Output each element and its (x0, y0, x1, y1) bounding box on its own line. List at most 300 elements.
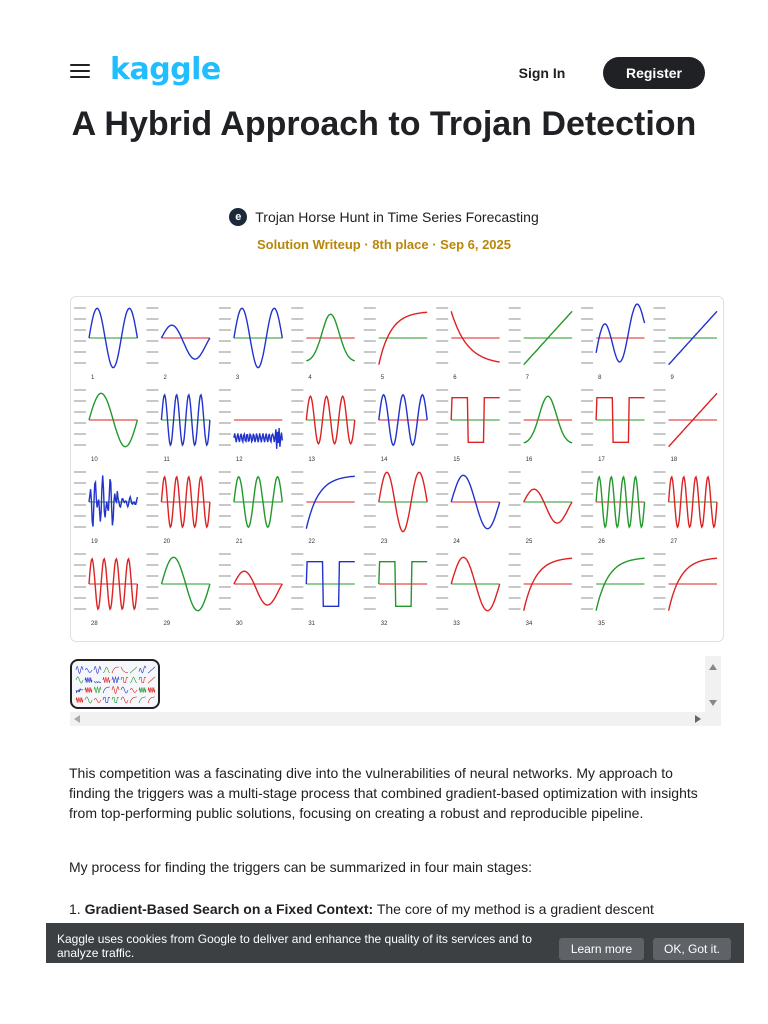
tick-label (509, 433, 521, 435)
tick-label (654, 389, 666, 391)
thumbnail-line (85, 697, 92, 703)
tick-label (654, 411, 666, 413)
tick-label (364, 400, 376, 402)
tick-label (509, 526, 521, 528)
thumbnail-line (139, 687, 146, 692)
tick-label (509, 318, 521, 320)
tick-label (74, 515, 86, 517)
tick-label (436, 553, 448, 555)
writeup-meta: Solution Writeup · 8th place · Sep 6, 2025 (256, 237, 512, 252)
tick-label (509, 307, 521, 309)
tick-label (581, 575, 593, 577)
thumbnail-line (103, 667, 110, 673)
tick-label (219, 400, 231, 402)
thumbnail-line (112, 697, 119, 702)
tick-label (219, 329, 231, 331)
tick-label (74, 553, 86, 555)
tick-label (74, 526, 86, 528)
tick-label (509, 362, 521, 364)
tick-label (364, 515, 376, 517)
tick-label (74, 504, 86, 506)
tick-label (146, 318, 158, 320)
tick-label (291, 597, 303, 599)
tick-label (146, 526, 158, 528)
tick-label (364, 340, 376, 342)
tick-label (654, 564, 666, 566)
tick-label (654, 422, 666, 424)
panel-number: 33 (453, 621, 460, 627)
tick-label (509, 504, 521, 506)
tick-label (219, 433, 231, 435)
thumbnail-line (130, 677, 137, 683)
series-line (596, 304, 645, 362)
tick-label (654, 586, 666, 588)
panel-number: 17 (598, 457, 605, 463)
tick-label (146, 471, 158, 473)
tick-label (146, 575, 158, 577)
list-item (69, 899, 709, 919)
tick-label (219, 586, 231, 588)
thumbnail-line (94, 667, 101, 674)
kaggle-logo[interactable]: kaggle (110, 52, 221, 87)
tick-label (436, 433, 448, 435)
tick-label (364, 351, 376, 353)
ok-got-it-button[interactable]: OK, Got it. (653, 938, 731, 960)
tick-label (581, 351, 593, 353)
tick-label (219, 471, 231, 473)
tick-label (291, 444, 303, 446)
list-number: 1. (69, 901, 81, 917)
tick-label (291, 318, 303, 320)
tick-label (291, 493, 303, 495)
tick-label (581, 586, 593, 588)
tick-label (509, 482, 521, 484)
tick-label (509, 351, 521, 353)
tick-label (219, 444, 231, 446)
tick-label (146, 515, 158, 517)
tick-label (291, 340, 303, 342)
tick-label (219, 389, 231, 391)
thumbnail-line (139, 697, 146, 703)
tick-label (509, 553, 521, 555)
tick-label (74, 318, 86, 320)
top-header (0, 0, 768, 110)
panel-number: 2 (163, 375, 167, 381)
tick-label (581, 307, 593, 309)
competition-link[interactable] (0, 206, 768, 228)
thumbnail-line (103, 687, 110, 693)
tick-label (654, 351, 666, 353)
tick-label (146, 504, 158, 506)
tick-label (509, 471, 521, 473)
tick-label (146, 351, 158, 353)
cookie-text: Kaggle uses cookies from Google to deliver and enhance the quality of its services and to analyze traffic. (57, 932, 532, 960)
tick-label (291, 362, 303, 364)
vertical-scrollbar[interactable] (705, 656, 721, 712)
tick-label (436, 564, 448, 566)
tick-label (219, 351, 231, 353)
thumbnail-line (130, 689, 137, 693)
tick-label (146, 329, 158, 331)
tick-label (581, 493, 593, 495)
tick-label (291, 471, 303, 473)
tick-label (436, 422, 448, 424)
tick-label (291, 526, 303, 528)
tick-label (146, 389, 158, 391)
panel-number: 9 (670, 375, 674, 381)
tick-label (146, 586, 158, 588)
tick-label (291, 553, 303, 555)
tick-label (436, 575, 448, 577)
tick-label (219, 504, 231, 506)
thumbnail-line (85, 687, 92, 692)
sign-in-button[interactable]: Sign In (518, 65, 566, 81)
tick-label (146, 564, 158, 566)
tick-label (364, 608, 376, 610)
tick-label (146, 482, 158, 484)
tick-label (219, 318, 231, 320)
series-line (451, 311, 500, 362)
tick-label (436, 482, 448, 484)
tick-label (74, 307, 86, 309)
tick-label (654, 482, 666, 484)
tick-label (364, 493, 376, 495)
thumbnail-line (103, 677, 110, 683)
tick-label (509, 608, 521, 610)
thumbnail-line (103, 697, 110, 702)
thumbnail-line (76, 677, 83, 683)
tick-label (146, 362, 158, 364)
tick-label (509, 515, 521, 517)
thumbnail-line (121, 687, 128, 693)
tick-label (364, 586, 376, 588)
competition-name[interactable]: Trojan Horse Hunt in Time Series Forecasting (255, 209, 539, 225)
tick-label (219, 411, 231, 413)
tick-label (146, 422, 158, 424)
trigger-plots-grid (71, 297, 723, 641)
tick-label (291, 351, 303, 353)
panel-number: 27 (670, 539, 678, 545)
tick-label (654, 329, 666, 331)
tick-label (509, 400, 521, 402)
tick-label (654, 575, 666, 577)
tick-label (654, 318, 666, 320)
tick-label (436, 608, 448, 610)
panel-number: 32 (380, 621, 388, 627)
tick-label (146, 340, 158, 342)
tick-label (509, 575, 521, 577)
tick-label (509, 444, 521, 446)
thumbnail-line (76, 697, 83, 702)
tick-label (509, 493, 521, 495)
tick-label (436, 411, 448, 413)
tick-label (291, 389, 303, 391)
tick-label (219, 362, 231, 364)
thumbnail-line (130, 667, 137, 673)
tick-label (654, 444, 666, 446)
thumbnail-line (148, 697, 155, 703)
panel-number: 29 (163, 621, 171, 627)
tick-label (291, 515, 303, 517)
series-line (234, 571, 282, 605)
tick-label (74, 586, 86, 588)
tick-label (291, 564, 303, 566)
list-item-heading: Gradient-Based Search on a Fixed Context: (84, 901, 374, 917)
thumbnail-line (121, 677, 128, 682)
panel-number: 10 (91, 457, 98, 463)
panel-number: 31 (308, 621, 316, 627)
tick-label (509, 586, 521, 588)
tick-label (291, 307, 303, 309)
tick-label (581, 553, 593, 555)
tick-label (74, 444, 86, 446)
tick-label (509, 389, 521, 391)
tick-label (364, 433, 376, 435)
tick-label (436, 444, 448, 446)
panel-number: 8 (598, 375, 602, 381)
tick-label (74, 411, 86, 413)
series-line (524, 489, 572, 523)
tick-label (364, 389, 376, 391)
thumbnail-line (148, 667, 155, 673)
tick-label (654, 307, 666, 309)
trigger-plots-image[interactable] (70, 296, 724, 642)
series-line (234, 428, 282, 449)
tick-label (74, 362, 86, 364)
tick-label (291, 400, 303, 402)
tick-label (146, 307, 158, 309)
thumbnail-line (76, 689, 83, 693)
tick-label (436, 526, 448, 528)
tick-label (219, 422, 231, 424)
tick-label (291, 608, 303, 610)
tick-label (436, 329, 448, 331)
tick-label (74, 433, 86, 435)
tick-label (654, 471, 666, 473)
panel-number: 6 (453, 375, 457, 381)
tick-label (436, 515, 448, 517)
tick-label (654, 608, 666, 610)
tick-label (654, 340, 666, 342)
tick-label (364, 411, 376, 413)
panel-number: 13 (308, 457, 316, 463)
tick-label (581, 318, 593, 320)
panel-number: 30 (235, 621, 243, 627)
tick-label (509, 340, 521, 342)
tick-label (581, 411, 593, 413)
tick-label (146, 597, 158, 599)
learn-more-button[interactable]: Learn more (559, 938, 644, 960)
tick-label (654, 515, 666, 517)
tick-label (146, 411, 158, 413)
tick-label (364, 307, 376, 309)
tick-label (146, 553, 158, 555)
tick-label (509, 422, 521, 424)
tick-label (364, 444, 376, 446)
tick-label (219, 515, 231, 517)
tick-label (436, 493, 448, 495)
thumbnail-line (148, 677, 155, 683)
panel-number: 12 (235, 457, 243, 463)
tick-label (581, 329, 593, 331)
panel-number: 35 (598, 621, 605, 627)
tick-label (436, 597, 448, 599)
tick-label (364, 526, 376, 528)
scroll-up-icon[interactable] (709, 664, 717, 670)
tick-label (219, 307, 231, 309)
tick-label (219, 526, 231, 528)
tick-label (436, 504, 448, 506)
tick-label (74, 329, 86, 331)
thumbnail-line (148, 687, 155, 692)
tick-label (74, 389, 86, 391)
tick-label (291, 586, 303, 588)
horizontal-scrollbar[interactable] (70, 712, 721, 726)
tick-label (74, 340, 86, 342)
tick-label (146, 433, 158, 435)
tick-label (654, 362, 666, 364)
tick-label (509, 411, 521, 413)
tick-label (219, 340, 231, 342)
tick-label (291, 504, 303, 506)
scroll-left-icon[interactable] (74, 715, 80, 723)
tick-label (146, 444, 158, 446)
panel-number: 16 (525, 457, 533, 463)
thumbnail-line (94, 682, 101, 683)
tick-label (509, 597, 521, 599)
tick-label (74, 482, 86, 484)
panel-number: 14 (380, 457, 388, 463)
tick-label (219, 575, 231, 577)
paragraph-process: My process for finding the triggers can be summarized in four main stages: (69, 859, 532, 875)
panel-number: 21 (235, 539, 243, 545)
panel-number: 26 (598, 539, 605, 545)
panel-number: 23 (380, 539, 388, 545)
tick-label (581, 482, 593, 484)
thumbnail-line (76, 667, 83, 674)
image-thumbnail[interactable] (70, 659, 160, 709)
tick-label (364, 422, 376, 424)
tick-label (509, 564, 521, 566)
tick-label (654, 597, 666, 599)
tick-label (581, 362, 593, 364)
tick-label (581, 433, 593, 435)
panel-number: 22 (308, 539, 316, 545)
series-line (89, 475, 137, 526)
panel-number: 15 (453, 457, 460, 463)
tick-label (436, 362, 448, 364)
tick-label (74, 597, 86, 599)
thumbnail-line (121, 667, 128, 673)
thumbnail-line (112, 677, 119, 683)
tick-label (581, 400, 593, 402)
thumbnail-line (139, 677, 146, 682)
tick-label (364, 575, 376, 577)
competition-icon: e (229, 208, 247, 226)
tick-label (364, 553, 376, 555)
tick-label (291, 482, 303, 484)
tick-label (74, 400, 86, 402)
tick-label (364, 504, 376, 506)
tick-label (291, 422, 303, 424)
tick-label (364, 471, 376, 473)
tick-label (219, 482, 231, 484)
tick-label (654, 553, 666, 555)
thumbnail-line (112, 667, 119, 673)
tick-label (581, 340, 593, 342)
menu-icon[interactable] (70, 64, 90, 80)
scroll-down-icon[interactable] (709, 700, 717, 706)
panel-number: 20 (163, 539, 171, 545)
register-button[interactable]: Register (603, 57, 705, 89)
tick-label (436, 471, 448, 473)
list-item-text: The core of my method is a gradient descent (373, 901, 654, 917)
tick-label (581, 564, 593, 566)
tick-label (364, 362, 376, 364)
tick-label (364, 597, 376, 599)
tick-label (581, 504, 593, 506)
tick-label (654, 504, 666, 506)
tick-label (654, 433, 666, 435)
panel-number: 28 (91, 621, 98, 627)
tick-label (291, 329, 303, 331)
tick-label (581, 597, 593, 599)
tick-label (654, 493, 666, 495)
tick-label (74, 471, 86, 473)
panel-number: 5 (380, 375, 385, 381)
tick-label (146, 400, 158, 402)
panel-number: 25 (525, 539, 533, 545)
tick-label (581, 515, 593, 517)
tick-label (291, 433, 303, 435)
tick-label (219, 493, 231, 495)
tick-label (436, 307, 448, 309)
tick-label (219, 608, 231, 610)
panel-number: 4 (308, 375, 312, 381)
series-line (161, 325, 210, 359)
tick-label (219, 564, 231, 566)
tick-label (654, 400, 666, 402)
tick-label (74, 493, 86, 495)
panel-number: 24 (453, 539, 460, 545)
tick-label (654, 526, 666, 528)
scroll-right-icon[interactable] (695, 715, 701, 723)
image-thumbnail-strip (70, 656, 721, 726)
thumbnail-preview (72, 661, 158, 707)
tick-label (291, 411, 303, 413)
tick-label (436, 586, 448, 588)
panel-number: 3 (235, 375, 240, 381)
tick-label (436, 389, 448, 391)
tick-label (74, 422, 86, 424)
tick-label (74, 575, 86, 577)
tick-label (74, 608, 86, 610)
tick-label (74, 564, 86, 566)
tick-label (291, 575, 303, 577)
tick-label (364, 482, 376, 484)
thumbnail-line (85, 677, 92, 682)
tick-label (581, 422, 593, 424)
thumbnail-line (94, 687, 101, 693)
tick-label (581, 444, 593, 446)
panel-number: 11 (163, 457, 170, 463)
tick-label (74, 351, 86, 353)
panel-number: 34 (525, 621, 533, 627)
panel-number: 7 (525, 375, 530, 381)
panel-number: 19 (91, 539, 98, 545)
tick-label (364, 329, 376, 331)
paragraph-intro: This competition was a fascinating dive into the vulnerabilities of neural networks. My approach to finding the triggers was a multi-stage process that combined gradient-based optimization with insights from top-performing public solutions, focusing on creating a robust and reproducible pipeline. (69, 765, 698, 821)
